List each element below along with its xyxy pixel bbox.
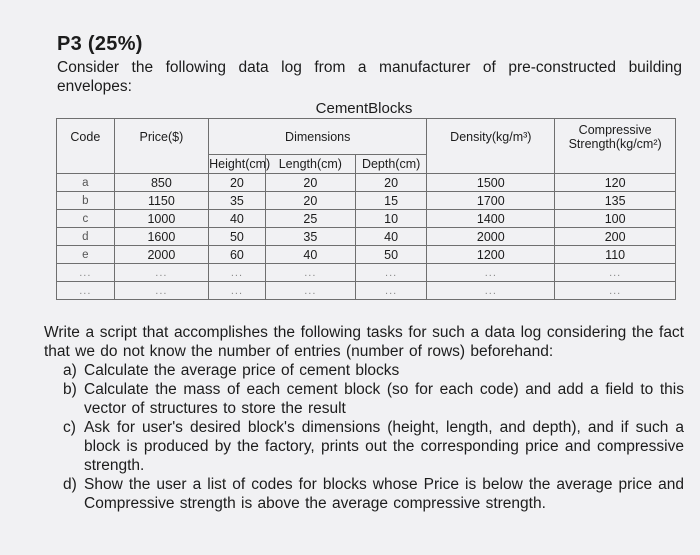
- table-title: CementBlocks: [315, 100, 413, 117]
- cell-strength: 135: [555, 192, 676, 210]
- table-row: [57, 228, 676, 246]
- cell-depth: 15: [355, 192, 426, 210]
- subheader-length: Length(cm): [265, 155, 355, 174]
- task-item: [44, 361, 684, 380]
- task-item: [44, 475, 684, 513]
- cell-depth: 50: [355, 246, 426, 264]
- cell-length: 40: [265, 246, 355, 264]
- cell-code: c: [57, 210, 115, 228]
- cell-height: 35: [209, 192, 266, 210]
- cell-strength: 100: [555, 210, 676, 228]
- header-price: Price($): [114, 119, 208, 155]
- cell-code: b: [57, 192, 115, 210]
- cell-code: e: [57, 246, 115, 264]
- cell-density: 1400: [427, 210, 555, 228]
- table-row: [57, 174, 676, 192]
- table-row: [57, 246, 676, 264]
- cell-density: 2000: [427, 228, 555, 246]
- header-compressive-line2: Strength(kg/cm²): [568, 136, 662, 151]
- cell-length: 25: [265, 210, 355, 228]
- cell-price: 1000: [114, 210, 208, 228]
- cell-strength: 120: [555, 174, 676, 192]
- cell-price: 1150: [114, 192, 208, 210]
- task-text: Show the user a list of codes for blocks whose Price is below the average price and Compressive strength is above the average compressive strength.: [84, 476, 684, 512]
- cell-length: 35: [265, 228, 355, 246]
- cell-height: 20: [209, 174, 266, 192]
- cell-price: 850: [114, 174, 208, 192]
- cell-depth: 40: [355, 228, 426, 246]
- task-item: [44, 418, 684, 475]
- cell-price: 1600: [114, 228, 208, 246]
- cell-code: a: [57, 174, 115, 192]
- cell-density: 1700: [427, 192, 555, 210]
- table-row: [57, 210, 676, 228]
- task-label: c): [63, 419, 76, 436]
- task-text: Calculate the average price of cement blocks: [84, 362, 400, 379]
- task-list: [44, 361, 684, 513]
- task-text: Calculate the mass of each cement block (so for each code) and add a field to this vector of structures to store the result: [84, 381, 684, 417]
- table-header-row: [57, 119, 676, 155]
- cell-height: 60: [209, 246, 266, 264]
- cell-length: 20: [265, 174, 355, 192]
- task-text: Ask for user's desired block's dimensions (height, length, and depth), and if such a block is produced by the factory, prints out the corresponding price and compressive strength.: [84, 419, 684, 474]
- cell-density: 1500: [427, 174, 555, 192]
- header-dimensions: Dimensions: [209, 119, 427, 155]
- cell-strength: 110: [555, 246, 676, 264]
- header-compressive: [555, 119, 676, 155]
- cell-height: 40: [209, 210, 266, 228]
- problem-intro: Consider the following data log from a manufacturer of pre-constructed building envelopes:: [57, 59, 682, 95]
- subheader-depth: Depth(cm): [355, 155, 426, 174]
- cell-price: 2000: [114, 246, 208, 264]
- cell-depth: 20: [355, 174, 426, 192]
- cell-density: 1200: [427, 246, 555, 264]
- task-label: d): [63, 476, 77, 493]
- subheader-height: Height(cm): [209, 155, 266, 174]
- header-compressive-line1: Compressive: [578, 122, 652, 137]
- task-section: [44, 323, 684, 513]
- task-label: a): [63, 362, 77, 379]
- header-code: Code: [57, 119, 115, 155]
- table-ellipsis-row: ... ... ... ... ... ... ...: [57, 282, 676, 300]
- task-item: [44, 380, 684, 418]
- table-row: [57, 192, 676, 210]
- cell-height: 50: [209, 228, 266, 246]
- cell-code: d: [57, 228, 115, 246]
- header-density: Density(kg/m³): [427, 119, 555, 155]
- table-subheader-row: [57, 155, 676, 174]
- cell-depth: 10: [355, 210, 426, 228]
- cell-strength: 200: [555, 228, 676, 246]
- cement-blocks-table: [56, 118, 676, 300]
- problem-heading: P3 (25%): [57, 33, 143, 55]
- task-label: b): [63, 381, 77, 398]
- cell-length: 20: [265, 192, 355, 210]
- table-ellipsis-row: ... ... ... ... ... ... ...: [57, 264, 676, 282]
- task-intro: Write a script that accomplishes the following tasks for such a data log considering the fact that we do not know the number of entries (number of rows) beforehand:: [44, 324, 684, 360]
